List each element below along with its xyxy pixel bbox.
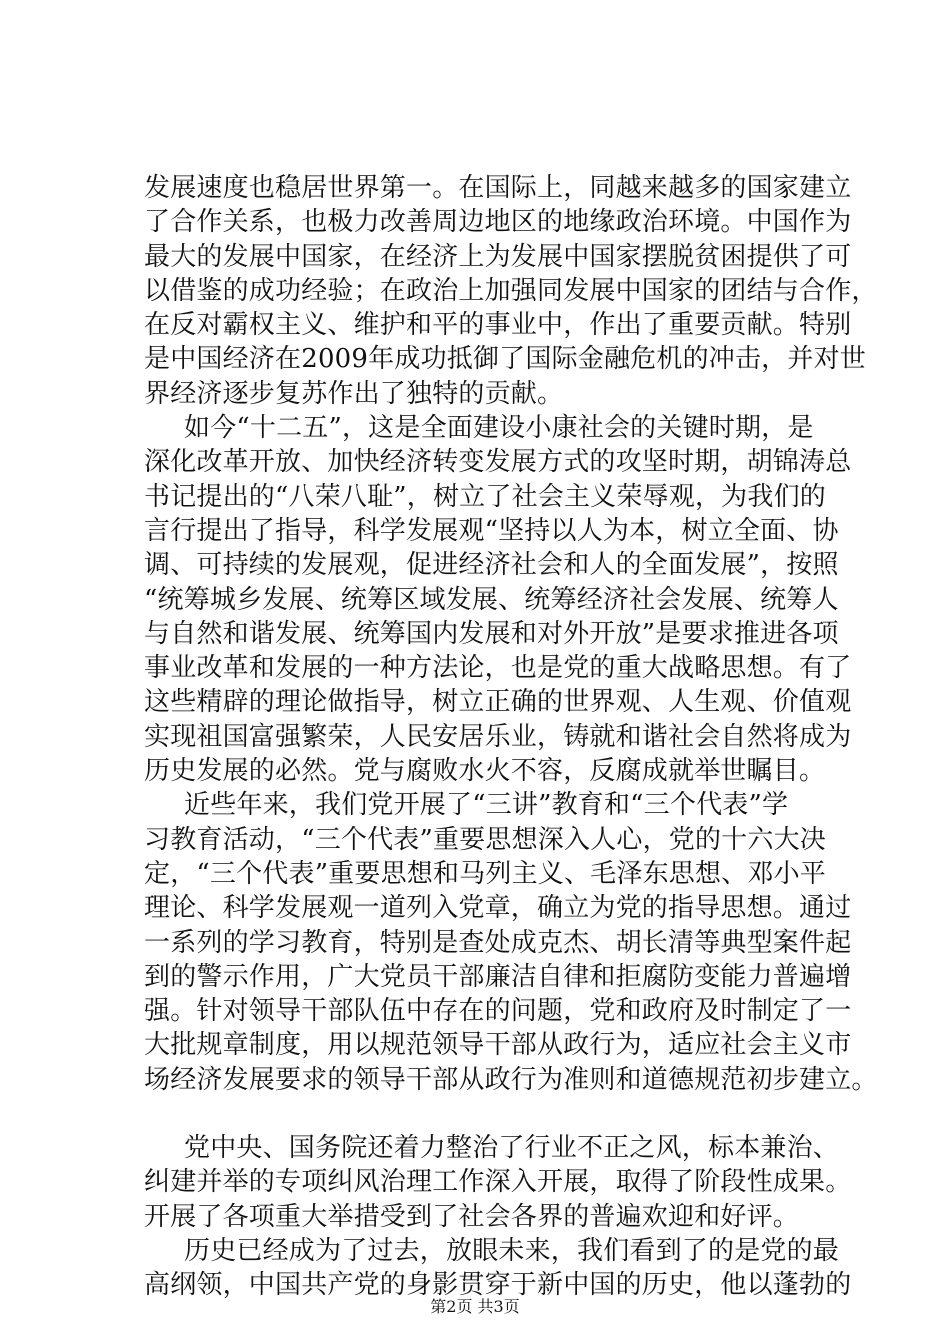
paragraph-1-line-3: 最大的发展中国家，在经济上为发展中国家摆脱贫困提供了可 <box>144 241 852 272</box>
document-body <box>144 171 878 1303</box>
paragraph-1-line-2: 了合作关系，也极力改善周边地区的地缘政治环境。中国作为 <box>144 207 852 238</box>
paragraph-3-line-1: 近些年来，我们党开展了“三讲”教育和“三个代表”学 <box>184 790 789 821</box>
paragraph-2-line-5: 调、可持续的发展观，促进经济社会和人的全面发展”，按照 <box>144 550 839 581</box>
paragraph-2-line-2: 深化改革开放、加快经济转变发展方式的攻坚时期，胡锦涛总 <box>144 447 852 478</box>
paragraph-1-line-7: 界经济逐步复苏作出了独特的贡献。 <box>144 378 564 409</box>
paragraph-3-line-2: 习教育活动，“三个代表”重要思想深入人心，党的十六大决 <box>144 824 826 855</box>
paragraph-2-line-4: 言行提出了指导，科学发展观“坚持以人为本，树立全面、协 <box>144 515 839 546</box>
paragraph-3-line-4: 理论、科学发展观一道列入党章，确立为党的指导思想。通过 <box>144 893 852 924</box>
paragraph-2-line-6: “统筹城乡发展、统筹区域发展、统筹经济社会发展、统筹人 <box>144 584 839 615</box>
paragraph-2-line-10: 实现祖国富强繁荣，人民安居乐业，铸就和谐社会自然将成为 <box>144 721 852 752</box>
paragraph-3-line-5: 一系列的学习教育，特别是查处成克杰、胡长清等典型案件起 <box>144 927 852 958</box>
page-number-footer: 第2页 共3页 <box>430 1297 520 1316</box>
paragraph-5-line-1: 历史已经成为了过去，放眼未来，我们看到了的是党的最 <box>184 1235 840 1266</box>
paragraph-4-line-2: 纠建并举的专项纠风治理工作深入开展，取得了阶段性成果。 <box>144 1167 852 1198</box>
paragraph-5-line-2: 高纲领，中国共产党的身影贯穿于新中国的历史，他以蓬勃的 <box>144 1270 852 1301</box>
paragraph-2-line-3: 书记提出的“八荣八耻”，树立了社会主义荣辱观，为我们的 <box>144 481 826 512</box>
paragraph-3-line-3: 定，“三个代表”重要思想和马列主义、毛泽东思想、邓小平 <box>144 858 826 889</box>
paragraph-1-line-6: 是中国经济在2009年成功抵御了国际金融危机的冲击，并对世 <box>144 344 866 375</box>
paragraph-3-line-9: 场经济发展要求的领导干部从政行为准则和道德规范初步建立。 <box>144 1064 878 1095</box>
paragraph-3-line-8: 大批规章制度，用以规范领导干部从政行为，适应社会主义市 <box>144 1030 852 1061</box>
paragraph-4-line-3: 开展了各项重大举措受到了社会各界的普遍欢迎和好评。 <box>144 1201 800 1232</box>
paragraph-1-line-5: 在反对霸权主义、维护和平的事业中，作出了重要贡献。特别 <box>144 310 852 341</box>
paragraph-2-line-7: 与自然和谐发展、统筹国内发展和对外开放”是要求推进各项 <box>144 618 839 649</box>
paragraph-3-line-7: 强。针对领导干部队伍中存在的问题，党和政府及时制定了一 <box>144 996 852 1027</box>
paragraph-2-line-8: 事业改革和发展的一种方法论，也是党的重大战略思想。有了 <box>144 653 852 684</box>
paragraph-3-line-6: 到的警示作用，广大党员干部廉洁自律和拒腐防变能力普遍增 <box>144 961 852 992</box>
paragraph-4-line-1: 党中央、国务院还着力整治了行业不正之风，标本兼治、 <box>184 1133 840 1164</box>
paragraph-2-line-11: 历史发展的必然。党与腐败水火不容，反腐成就举世瞩目。 <box>144 756 826 787</box>
paragraph-spacer <box>144 1097 844 1131</box>
paragraph-1-line-1: 发展速度也稳居世界第一。在国际上，同越来越多的国家建立 <box>144 173 852 203</box>
paragraph-2-line-1: 如今“十二五”，这是全面建设小康社会的关键时期，是 <box>184 413 814 444</box>
paragraph-1-line-4: 以借鉴的成功经验；在政治上加强同发展中国家的团结与合作， <box>144 275 878 306</box>
paragraph-2-line-9: 这些精辟的理论做指导，树立正确的世界观、人生观、价值观 <box>144 687 852 718</box>
